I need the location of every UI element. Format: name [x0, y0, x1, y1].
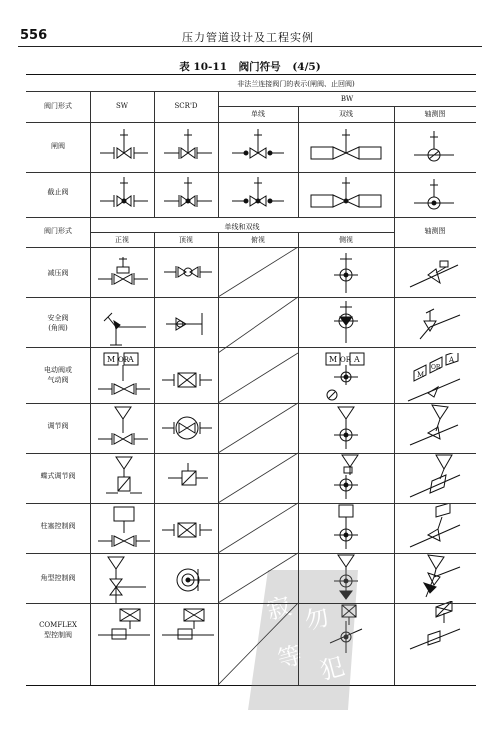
grid-line	[298, 106, 299, 217]
angle-control-front-symbol	[98, 555, 148, 605]
plunger-control-isometric-symbol	[406, 503, 462, 551]
svg-text:A: A	[354, 355, 360, 364]
row-label-comflex-control-valve: COMFLEX 型控制阀	[39, 621, 77, 639]
grid-line	[394, 106, 395, 217]
row-label-globe-valve: 截止阀	[47, 188, 69, 196]
control-valve-side-symbol	[326, 405, 366, 451]
butterfly-control-top-symbol	[164, 461, 212, 495]
motor-valve-front-symbol	[98, 351, 150, 401]
row-label-motor-operated-valve: 电动阀或 气动阀	[44, 366, 72, 384]
hatch-line	[218, 403, 298, 453]
butterfly-control-isometric-symbol	[406, 453, 462, 501]
table-caption	[0, 59, 500, 74]
pressure-reducing-front-symbol	[98, 253, 148, 293]
page-number: 556	[20, 28, 48, 43]
grid-line	[90, 91, 91, 217]
svg-text:A: A	[128, 355, 134, 364]
hatch-line	[218, 453, 298, 503]
row-label-gate-valve: 闸阀	[51, 142, 65, 150]
row-label-pressure-reducing-valve: 减压阀	[47, 269, 69, 277]
grid-line	[218, 106, 476, 107]
pressure-reducing-top-symbol	[164, 257, 212, 287]
bottom-view-hatching	[218, 247, 298, 685]
hatch-line	[218, 247, 298, 297]
grid-line	[154, 91, 155, 217]
svg-text:OR: OR	[118, 356, 130, 364]
row-label-butterfly-control-valve: 蝶式调节阀	[40, 472, 76, 480]
running-head: 压力管道设计及工程实例	[182, 31, 314, 44]
hatch-line	[218, 297, 298, 353]
safety-valve-front-symbol	[98, 303, 148, 347]
svg-text:A: A	[449, 356, 455, 364]
header-single-line: 单线	[251, 110, 265, 118]
gate-valve-bw-single-symbol	[232, 127, 284, 167]
gate-valve-scrd-symbol	[164, 127, 212, 167]
svg-text:寂: 寂	[263, 591, 295, 626]
grid-line	[26, 217, 476, 218]
gate-valve-sw-symbol	[100, 127, 148, 167]
comflex-control-isometric-symbol	[406, 601, 462, 653]
hatch-line	[218, 603, 298, 685]
svg-text:勿: 勿	[301, 602, 333, 636]
grid-line	[394, 217, 395, 685]
header-double-line: 双线	[339, 110, 353, 118]
svg-text:M: M	[107, 355, 116, 364]
globe-valve-bw-single-symbol	[232, 175, 284, 215]
angle-control-isometric-symbol	[406, 553, 462, 603]
header-scrd: SCR'D	[174, 102, 198, 110]
grid-line	[26, 172, 476, 173]
globe-valve-bw-double-symbol	[309, 175, 383, 215]
comflex-control-top-symbol	[162, 607, 214, 651]
table-number: 表 10-11	[179, 61, 228, 73]
globe-valve-sw-symbol	[100, 175, 148, 215]
hatch-line	[218, 553, 298, 603]
grid-line	[90, 232, 394, 233]
grid-line	[26, 122, 476, 123]
grid-line	[90, 217, 91, 685]
plunger-control-side-symbol	[326, 503, 366, 551]
pressure-reducing-isometric-symbol	[406, 255, 462, 295]
pressure-reducing-side-symbol	[326, 251, 366, 295]
header-bottom-view: 俯视	[251, 236, 265, 244]
svg-text:OR: OR	[431, 364, 441, 371]
globe-valve-isometric-symbol	[410, 175, 458, 215]
svg-text:OR: OR	[340, 356, 352, 364]
gate-valve-isometric-symbol	[410, 127, 458, 167]
control-valve-front-symbol	[98, 405, 148, 449]
header-valve-form: 阀门形式	[44, 102, 72, 110]
valve-symbol-table	[26, 74, 476, 686]
header-side-view: 侧视	[339, 236, 353, 244]
header-top-view: 顶视	[179, 236, 193, 244]
butterfly-control-side-symbol	[326, 453, 366, 501]
header-front-view: 正视	[115, 236, 129, 244]
motor-valve-top-symbol	[162, 365, 212, 395]
row-label-safety-valve: 安全阀 (角阀)	[47, 314, 69, 332]
motor-valve-side-symbol	[324, 351, 370, 403]
safety-valve-isometric-symbol	[406, 305, 462, 345]
header-isometric: 轴测图	[424, 110, 446, 118]
row-label-control-valve: 调节阀	[47, 422, 69, 430]
grid-line	[298, 232, 299, 685]
grid-line	[26, 91, 476, 92]
safety-valve-top-symbol	[162, 309, 212, 339]
plunger-control-top-symbol	[162, 515, 212, 545]
svg-text:犯: 犯	[317, 652, 348, 686]
svg-text:M: M	[329, 355, 338, 364]
row-label-angle-control-valve: 角型控制阀	[40, 574, 76, 582]
table-part: (4/5)	[292, 61, 321, 73]
top-note: 非法兰连接阀门的表示(闸阀、止回阀)	[237, 80, 355, 88]
header-isometric-2: 轴测图	[424, 227, 446, 235]
hatch-line	[218, 503, 298, 553]
header-rule	[18, 46, 482, 47]
header-valve-form-2: 阀门形式	[44, 227, 72, 235]
butterfly-control-front-symbol	[102, 455, 146, 499]
table-title: 阀门符号	[238, 61, 281, 73]
svg-text:等: 等	[274, 640, 306, 674]
control-valve-isometric-symbol	[406, 403, 462, 449]
section2-header: 单线和双线	[224, 223, 260, 231]
gate-valve-bw-double-symbol	[309, 127, 383, 167]
row-label-plunger-control-valve: 柱塞控制阀	[40, 522, 76, 530]
header-bw: BW	[340, 95, 354, 103]
globe-valve-scrd-symbol	[164, 175, 212, 215]
svg-text:M: M	[417, 371, 425, 379]
angle-control-top-symbol	[164, 563, 212, 597]
grid-line	[218, 91, 219, 217]
plunger-control-front-symbol	[98, 505, 150, 551]
motor-valve-isometric-symbol	[404, 353, 464, 403]
hatch-line	[218, 353, 298, 403]
header-sw: SW	[116, 102, 128, 110]
safety-valve-side-symbol	[326, 299, 366, 345]
control-valve-top-symbol	[162, 411, 212, 445]
grid-line	[154, 232, 155, 685]
comflex-control-front-symbol	[98, 605, 150, 651]
